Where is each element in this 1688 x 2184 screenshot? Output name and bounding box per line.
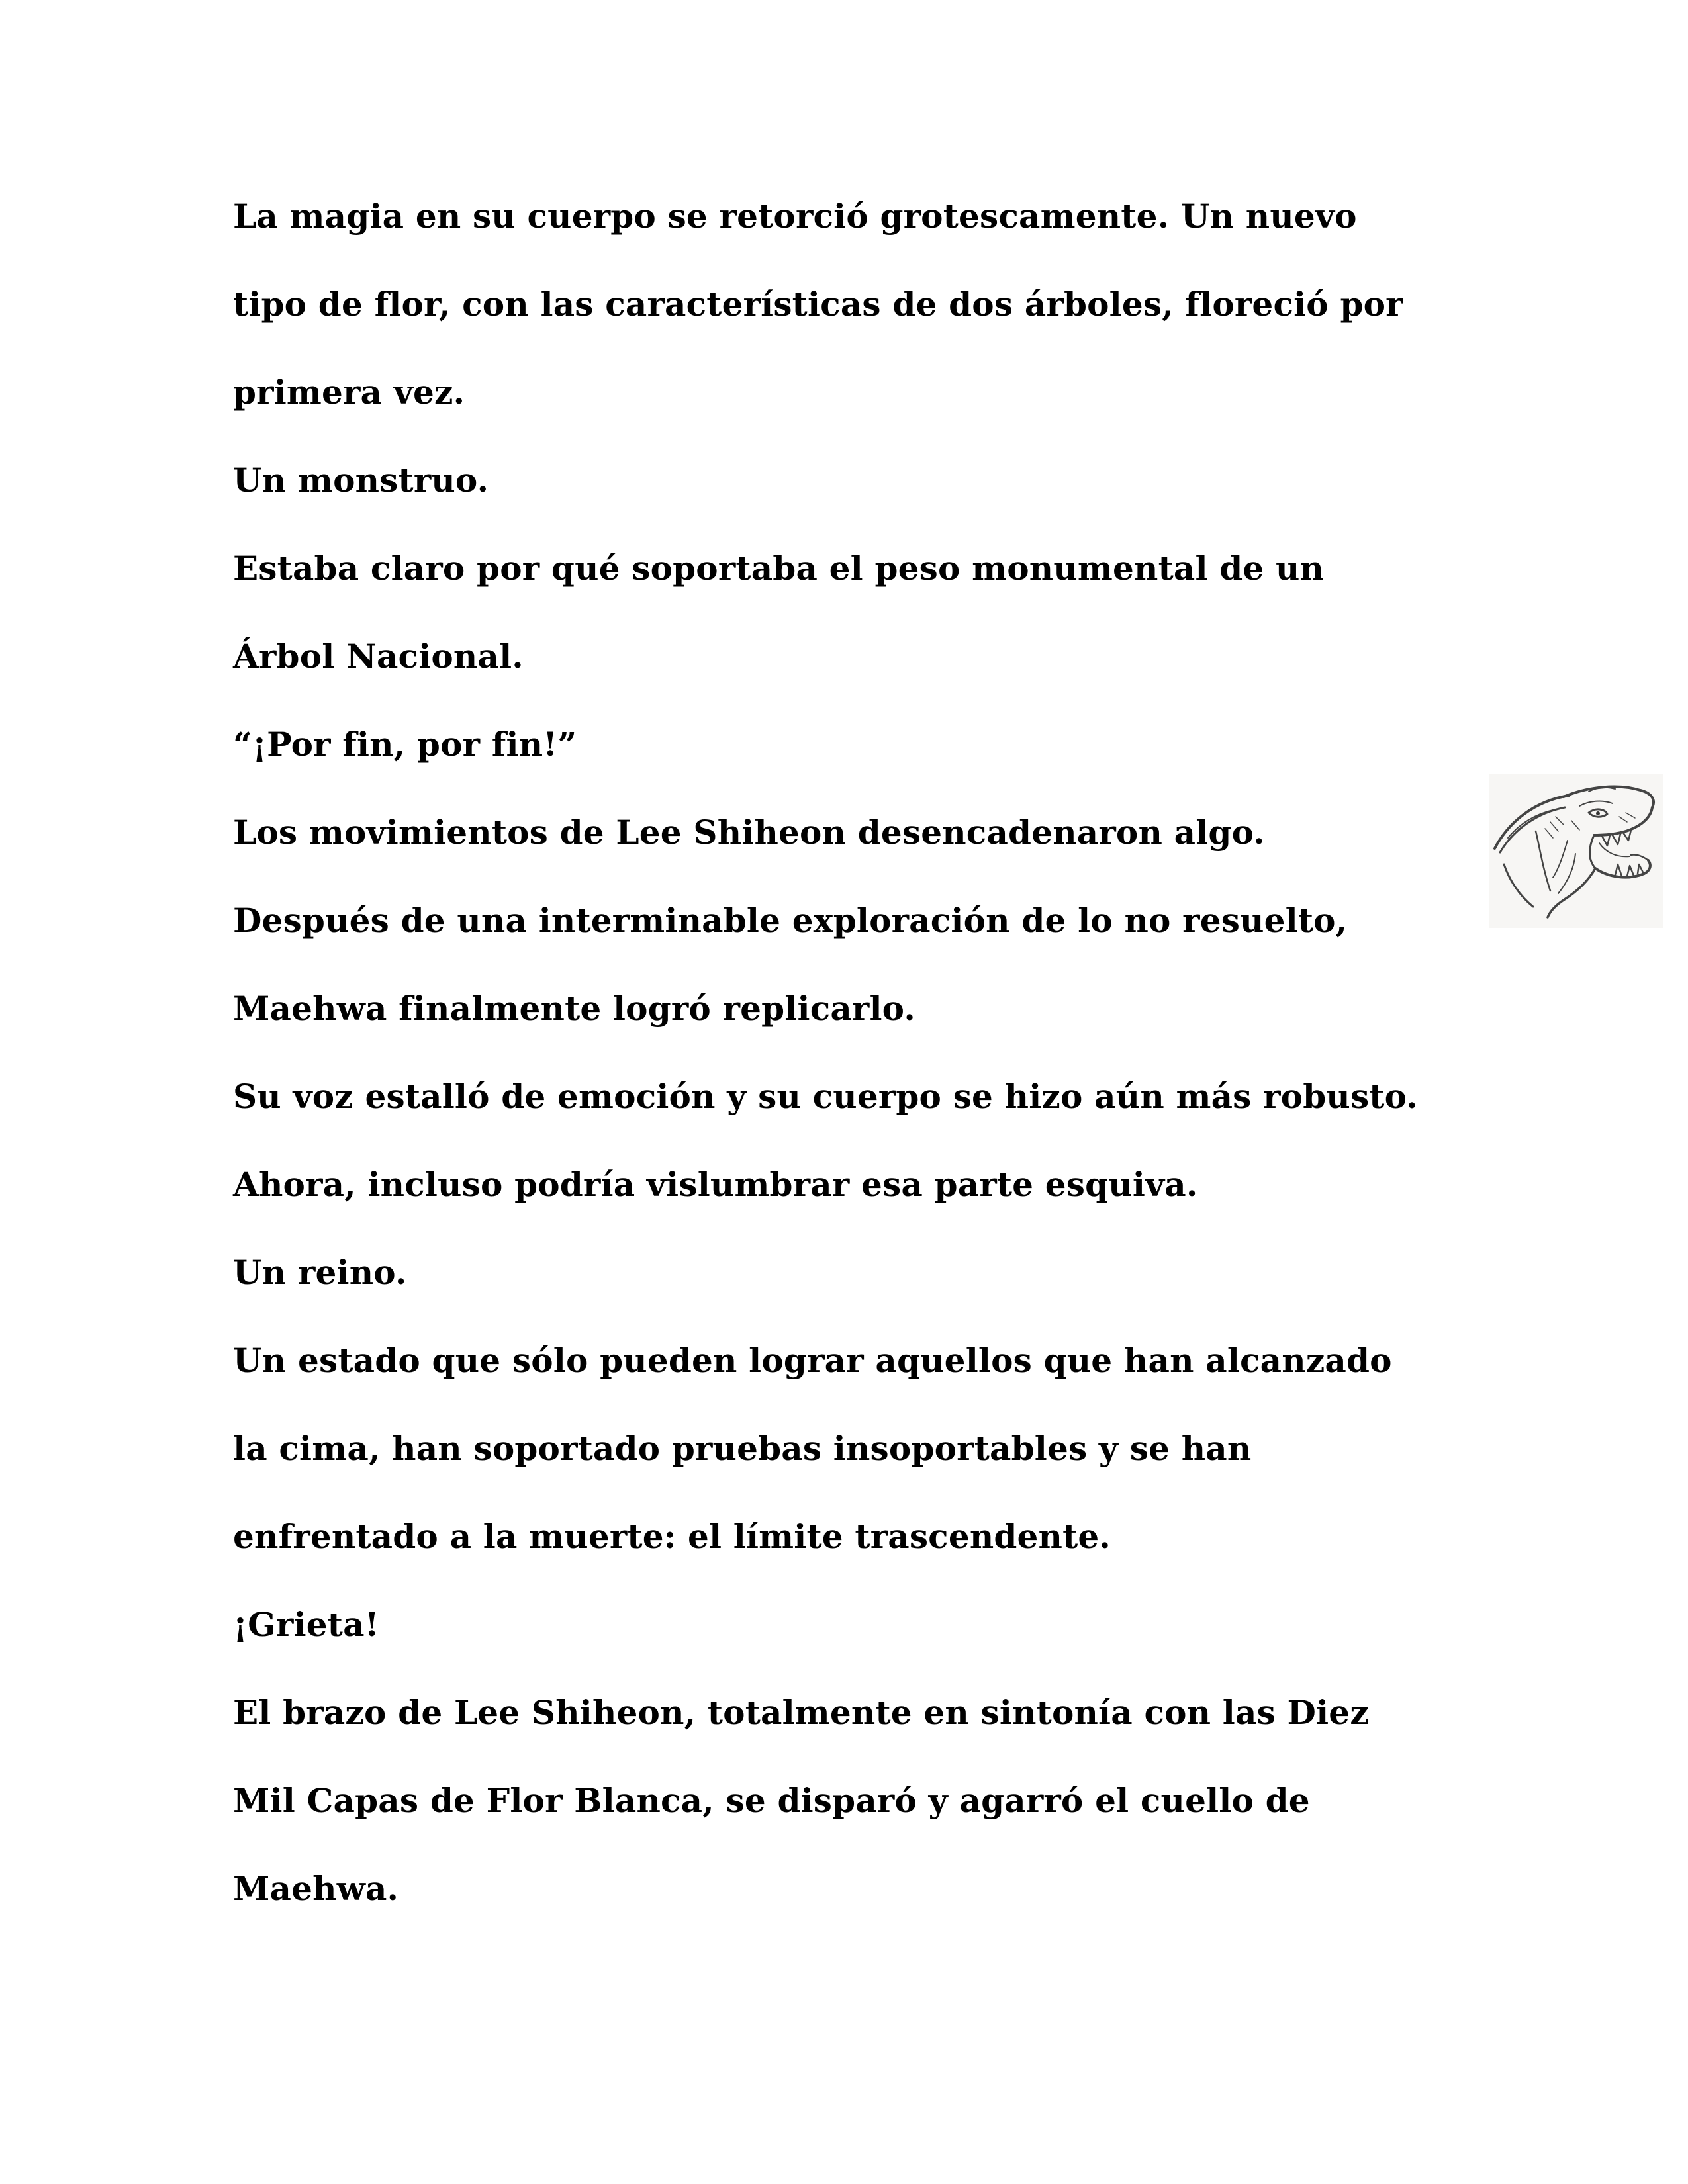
text-line: Su voz estalló de emoción y su cuerpo se hizo aún más robusto. (233, 1077, 1418, 1116)
text-line: Los movimientos de Lee Shiheon desencadenaron algo. (233, 813, 1265, 852)
text-line: “¡Por fin, por fin!” (233, 725, 577, 764)
text-line: la cima, han soportado pruebas insoportables y se han (233, 1429, 1252, 1468)
text-line: enfrentado a la muerte: el límite trascendente. (233, 1517, 1111, 1556)
text-line: Un reino. (233, 1253, 407, 1292)
text-line: Ahora, incluso podría vislumbrar esa parte esquiva. (233, 1165, 1198, 1204)
text-line: primera vez. (233, 373, 465, 412)
text-line: Un estado que sólo pueden lograr aquellos que han alcanzado (233, 1341, 1392, 1380)
text-line: Estaba claro por qué soportaba el peso monumental de un (233, 549, 1325, 588)
dinosaur-head-sketch-icon (1489, 774, 1663, 928)
text-line: Árbol Nacional. (233, 637, 524, 676)
text-line: Un monstruo. (233, 461, 489, 500)
text-line: Mil Capas de Flor Blanca, se disparó y agarró el cuello de (233, 1781, 1310, 1820)
text-line: Después de una interminable exploración de lo no resuelto, (233, 901, 1348, 940)
body-text (233, 193, 1491, 1954)
text-line: tipo de flor, con las características de dos árboles, floreció por (233, 285, 1403, 324)
text-line: El brazo de Lee Shiheon, totalmente en sintonía con las Diez (233, 1693, 1369, 1732)
text-line: Maehwa. (233, 1869, 399, 1908)
text-line: ¡Grieta! (233, 1605, 379, 1644)
text-line: Maehwa finalmente logró replicarlo. (233, 989, 915, 1028)
text-line: La magia en su cuerpo se retorció grotescamente. Un nuevo (233, 197, 1357, 236)
